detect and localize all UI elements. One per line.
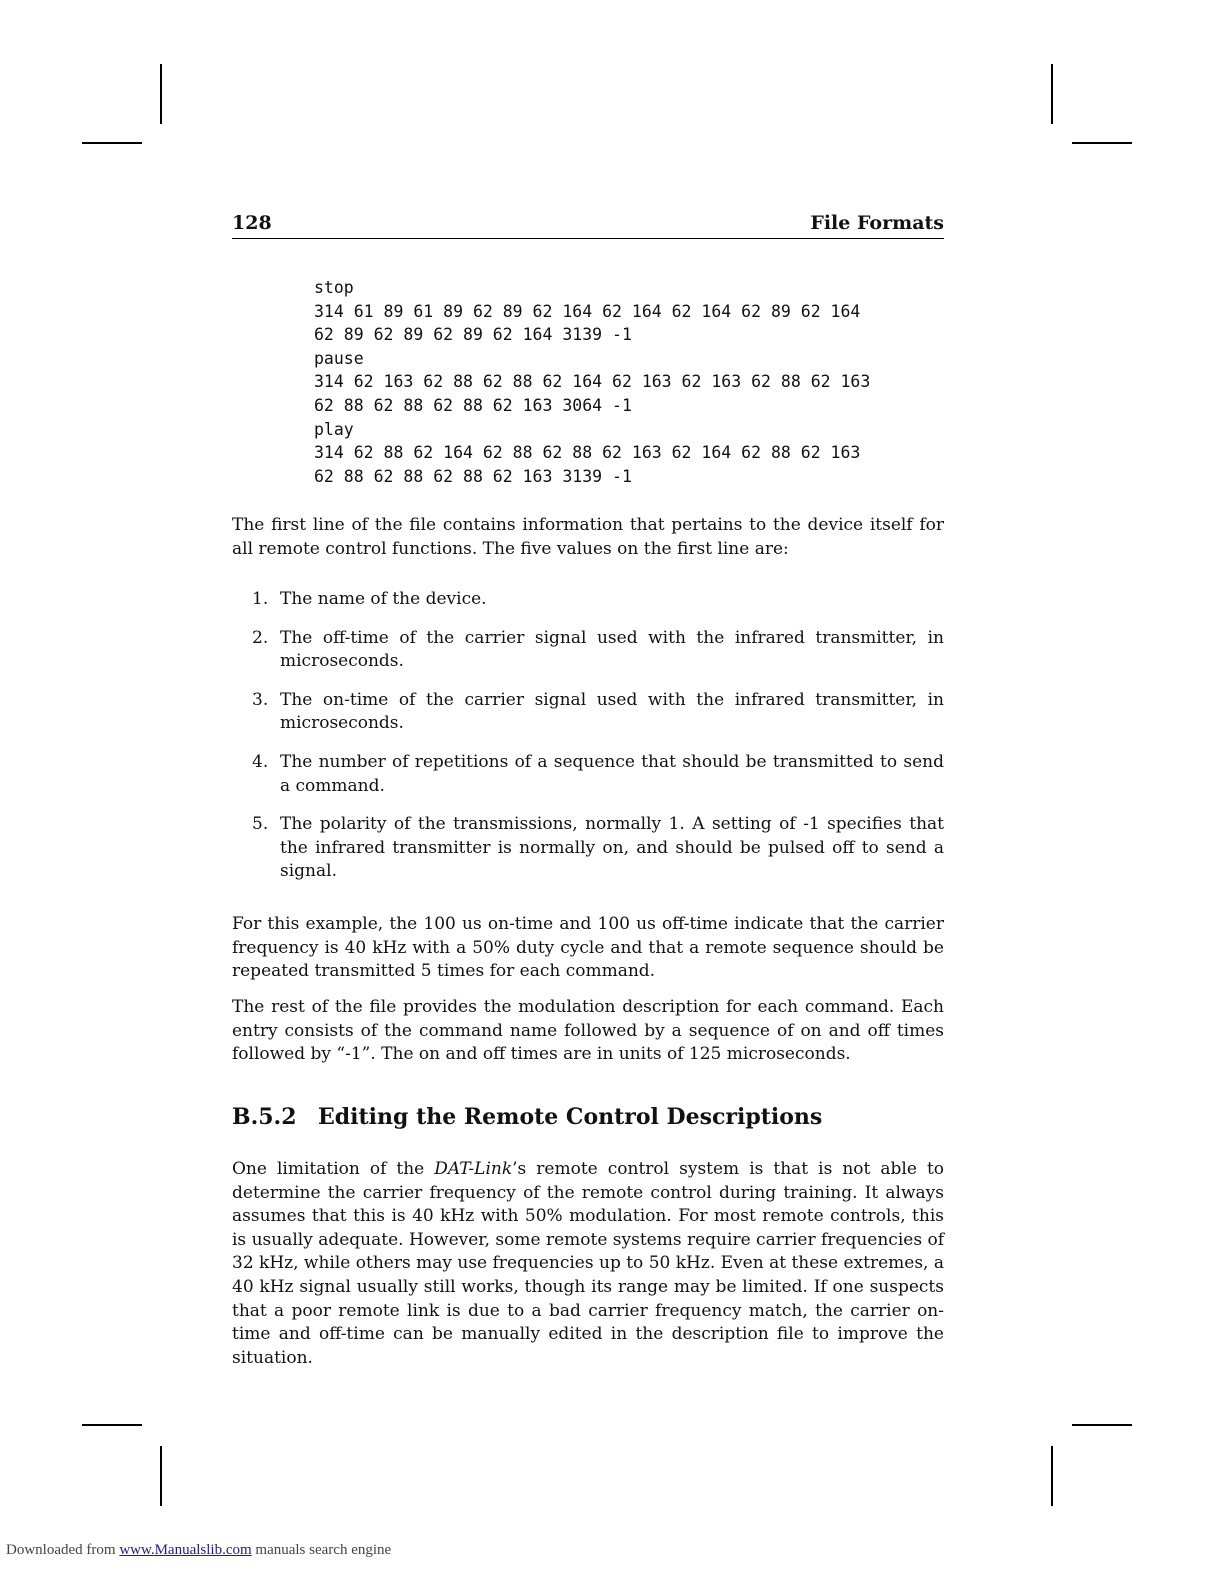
footer-prefix: Downloaded from (6, 1542, 120, 1558)
crop-mark (160, 64, 162, 124)
crop-mark (1051, 1446, 1053, 1506)
intro-paragraph: The first line of the file contains information that pertains to the device itself for all remote control functions. The five values on the first line are: (232, 515, 944, 559)
download-footer (6, 1542, 391, 1559)
list-text: The off-time of the carrier signal used with the infrared transmitter, in microseconds. (280, 627, 944, 672)
field-list (252, 588, 944, 899)
list-item (252, 689, 944, 736)
manualslib-link[interactable]: www.Manualslib.com (119, 1542, 252, 1558)
editing-paragraph (232, 1158, 944, 1370)
crop-mark (160, 1446, 162, 1506)
list-item (252, 627, 944, 674)
editing-text-post: ’s remote control system is that is not able to determine the carrier frequency of the remote control during training. It always assumes that this is 40 kHz with 50% modulation. For most remote controls, this is usually adequate. However, some remote systems require carrier frequencies of 32 kHz, while others may use frequencies up to 50 kHz. Even at these extremes, a 40 kHz signal usually still works, though its range may be limited. If one suspects that a poor remote link is due to a bad carrier frequency match, the carrier on-time and off-time can be manually edited in the description file to improve the situation. (232, 1159, 945, 1368)
crop-mark (1072, 142, 1132, 144)
code-line: pause (314, 348, 364, 368)
crop-mark (82, 142, 142, 144)
list-number: 3. (252, 689, 269, 710)
list-number: 4. (252, 751, 269, 772)
example-paragraph: For this example, the 100 us on-time and 100 us off-time indicate that the carrier frequency is 40 kHz with a 50% duty cycle and that a remote sequence should be repeated transmitted 5 times for each command. (232, 914, 944, 982)
code-line: 62 88 62 88 62 88 62 163 3064 -1 (314, 395, 632, 415)
list-item (252, 588, 944, 612)
chapter-title: File Formats (810, 212, 944, 234)
code-line: 314 62 163 62 88 62 88 62 164 62 163 62 163 62 88 62 163 (314, 372, 871, 392)
section-heading (232, 1104, 822, 1130)
list-text: The polarity of the transmissions, normally 1. A setting of -1 specifies that the infrared transmitter is normally on, and should be pulsed off to send a signal. (280, 814, 944, 882)
crop-mark (1072, 1424, 1132, 1426)
running-header (232, 212, 944, 239)
code-line: stop (314, 278, 354, 297)
code-line: 314 61 89 61 89 62 89 62 164 62 164 62 164 62 89 62 164 (314, 301, 861, 321)
code-listing (314, 276, 870, 488)
list-text: The number of repetitions of a sequence that should be transmitted to send a command. (280, 751, 944, 796)
list-number: 2. (252, 627, 269, 648)
crop-mark (82, 1424, 142, 1426)
editing-text-pre: One limitation of the (232, 1159, 435, 1179)
list-item (252, 751, 944, 798)
crop-mark (1051, 64, 1053, 124)
list-item (252, 813, 944, 884)
list-number: 1. (252, 589, 269, 609)
list-text: The on-time of the carrier signal used with the infrared transmitter, in microseconds. (280, 689, 944, 734)
code-line: 62 89 62 89 62 89 62 164 3139 -1 (314, 325, 632, 345)
product-name: DAT-Link (434, 1159, 513, 1179)
page-number: 128 (232, 212, 272, 234)
code-line: 314 62 88 62 164 62 88 62 88 62 163 62 164 62 88 62 163 (314, 443, 861, 463)
footer-suffix: manuals search engine (251, 1542, 392, 1558)
code-line: 62 88 62 88 62 88 62 163 3139 -1 (314, 466, 632, 486)
rest-paragraph: The rest of the file provides the modulation description for each command. Each entry consists of the command name followed by a sequence of on and off times followed by “-1”. The on and off times are in units of 125 microseconds. (232, 997, 944, 1065)
list-text: The name of the device. (280, 589, 487, 609)
code-line: play (314, 419, 354, 439)
section-number: B.5.2 (232, 1104, 297, 1130)
list-number: 5. (252, 814, 269, 835)
section-title: Editing the Remote Control Descriptions (318, 1104, 823, 1130)
